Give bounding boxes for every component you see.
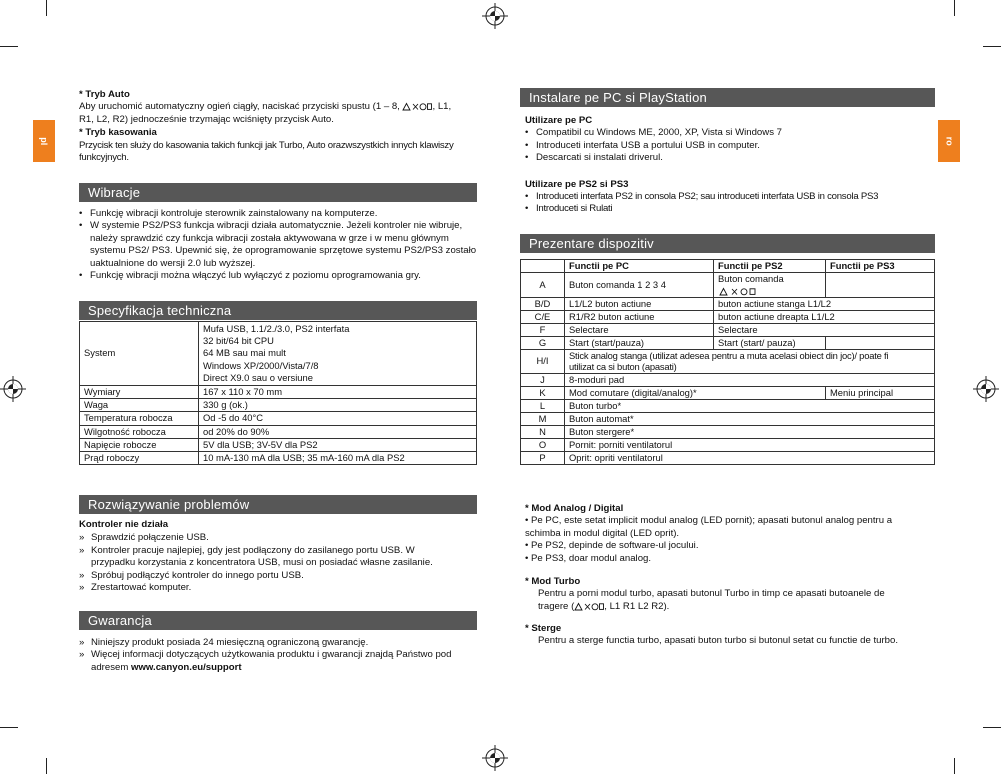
registration-mark-icon (0, 376, 26, 402)
button-shapes-icon (402, 102, 432, 111)
tryb-auto-text: Aby uruchomić automatyczny ogień ciągły, naciskać przyciski spustu (1 – 8, , L1, (79, 101, 452, 113)
spec-label: Temperatura robocza (80, 412, 199, 425)
table-row: N Buton stergere* (521, 426, 935, 439)
pc-title: Utilizare pe PC (525, 115, 593, 126)
crop-mark (0, 46, 18, 47)
crop-mark (46, 758, 47, 774)
table-row (521, 260, 935, 273)
problemy-subtitle: Kontroler nie działa (79, 519, 169, 530)
table-row: H/I Stick analog stanga (utilizat adesea pentru a muta acelasi obiect din joc)/ poate fi utilizat ca si buton (apasati) (521, 349, 935, 374)
prezentare-table (520, 259, 935, 465)
list-item: • Introduceti interfata PS2 in consola PS2; sau introduceti interfata USB in consola PS3 (525, 191, 879, 203)
spec-label: Prąd roboczy (80, 452, 199, 465)
table-row (80, 386, 477, 399)
registration-mark-icon (973, 376, 999, 402)
tryb-kasowania-line2: funkcyjnych. (79, 152, 129, 164)
table-row: M Buton automat* (521, 413, 935, 426)
gwarancja-heading: Gwarancja (79, 611, 477, 630)
spec-value: od 20% do 90% (199, 425, 477, 438)
column-header: Functii pe PC (565, 260, 714, 273)
tryb-kasowania-line1: Przycisk ten służy do kasowania takich funkcji jak Turbo, Auto orazwszystkich innych klawiszy (79, 139, 454, 151)
specyfikacja-heading: Specyfikacja techniczna (79, 301, 477, 320)
spec-label: Wilgotność robocza (80, 425, 199, 438)
tryb-kasowania-title: * Tryb kasowania (79, 127, 157, 139)
crop-mark (954, 758, 955, 774)
list-item: • Funkcję wibracji można włączyć lub wyłączyć z poziomu oprogramowania gry. (79, 270, 421, 282)
instalare-section (525, 115, 935, 216)
gwarancja-list (79, 637, 479, 674)
list-item: • Descarcati si instalati driverul. (525, 152, 663, 164)
table-row: J 8-moduri pad (521, 374, 935, 387)
table-row (80, 452, 477, 465)
table-row: A Buton comanda 1 2 3 4 Buton comanda (521, 273, 935, 298)
list-item: • Introduceti si Rulati (525, 203, 613, 215)
spec-label: Wymiary (80, 386, 199, 399)
list-item: » Więcej informacji dotyczących użytkowania produktu i gwarancji znajdą Państwo pod adresem www.canyon.eu/support (79, 649, 452, 673)
pc-list (525, 127, 935, 164)
list-item: • W systemie PS2/PS3 funkcja wibracji działa automatycznie. Jeżeli kontroler nie wibruje, należy sprawdzić czy funkcja wibracji została aktywowana w grze i w menu głównym systemu PS2/ PS3. Upewnić się, że oprogramowanie sprzętowe systemu PS2/PS3 zostało uaktualnione do wersji 2.0 lub wyższej. (79, 220, 477, 269)
list-item: » Spróbuj podłączyć kontroler do innego portu USB. (79, 569, 304, 581)
list-item: • Funkcję wibracji kontroluje sterownik zainstalowany na komputerze. (79, 208, 378, 219)
spec-label: Napięcie robocze (80, 438, 199, 451)
table-row: L Buton turbo* (521, 400, 935, 413)
table-row (80, 412, 477, 425)
mod-analog-title: * Mod Analog / Digital (525, 503, 624, 514)
tryb-auto-text-2: R1, L2, R2) jednocześnie trzymając wciśnięty przycisk Auto. (79, 113, 334, 125)
tryb-auto-section (79, 89, 479, 164)
support-link[interactable]: www.canyon.eu/support (131, 661, 242, 673)
language-tab-pl: pl (33, 120, 55, 162)
column-header: Functii pe PS3 (826, 260, 935, 273)
spec-value: 5V dla USB; 3V-5V dla PS2 (199, 438, 477, 451)
table-row (80, 425, 477, 438)
registration-mark-icon (482, 3, 508, 29)
list-item: » Zrestartować komputer. (79, 582, 192, 594)
spec-table (79, 321, 477, 465)
list-item: • Introduceti interfata USB a portului USB in computer. (525, 139, 760, 151)
ps-title: Utilizare pe PS2 si PS3 (525, 178, 629, 190)
crop-mark (0, 727, 18, 728)
registration-mark-icon (482, 745, 508, 771)
sterge-section: * Sterge Pentru a sterge functia turbo, apasati buton turbo si butonul setat cu functie de turbo. (525, 623, 935, 648)
table-row: B/D L1/L2 buton actiune buton actiune stanga L1/L2 (521, 297, 935, 310)
table-row: O Pornit: porniti ventilatorul (521, 439, 935, 452)
language-tab-ro: ro (938, 120, 960, 162)
table-row: F Selectare Selectare (521, 323, 935, 336)
mod-turbo-title: * Mod Turbo (525, 576, 581, 587)
spec-label: System (80, 322, 199, 386)
sterge-title: * Sterge (525, 623, 562, 634)
button-shapes-icon (718, 287, 760, 296)
mod-analog-section: * Mod Analog / Digital • Pe PC, este setat implicit modul analog (LED pornit); apasati butonul analog pentru a schimba in modul digital (LED oprit). • Pe PS2, depinde de software-ul jocului. • Pe PS3, doar modul analog. (525, 503, 935, 565)
table-row (80, 322, 477, 386)
prezentare-heading: Prezentare dispozitiv (520, 234, 935, 253)
wibracje-list (79, 208, 479, 282)
spec-value: 10 mA-130 mA dla USB; 35 mA-160 mA dla PS2 (199, 452, 477, 465)
list-item: • Compatibil cu Windows ME, 2000, XP, Vista si Windows 7 (525, 127, 782, 139)
crop-mark (954, 0, 955, 16)
table-row (80, 438, 477, 451)
table-row: G Start (start/pauza) Start (start/ pauza) (521, 336, 935, 349)
spec-value: Mufa USB, 1.1/2./3.0, PS2 interfata 32 bit/64 bit CPU 64 MB sau mai mult Windows XP/2000/Vista/7/8 Direct X9.0 sau o versiune (199, 322, 477, 386)
tryb-auto-title: * Tryb Auto (79, 89, 130, 100)
table-row: C/E R1/R2 buton actiune buton actiune dreapta L1/L2 (521, 310, 935, 323)
ps-list (525, 191, 935, 216)
table-row: P Oprit: opriti ventilatorul (521, 452, 935, 465)
problemy-list (79, 532, 479, 594)
mod-turbo-section: * Mod Turbo Pentru a porni modul turbo, apasati butonul Turbo in timp ce apasati butoanele de tragere ( , L1 R1 L2 R2). (525, 576, 935, 613)
list-item: » Kontroler pracuje najlepiej, gdy jest podłączony do zasilanego portu USB. W przypadku korzystania z koncentratora USB, musi on posiadać własne zasilanie. (79, 544, 433, 569)
button-shapes-icon (574, 602, 604, 611)
problemy-section (79, 519, 479, 594)
wibracje-heading: Wibracje (79, 183, 477, 202)
list-item: » Niniejszy produkt posiada 24 miesięczną ograniczoną gwarancję. (79, 637, 369, 648)
column-header: Functii pe PS2 (714, 260, 826, 273)
instalare-heading: Instalare pe PC si PlayStation (520, 88, 935, 107)
crop-mark (46, 0, 47, 16)
spec-value: 167 x 110 x 70 mm (199, 386, 477, 399)
list-item: » Sprawdzić połączenie USB. (79, 532, 209, 544)
table-row: K Mod comutare (digital/analog)* Meniu principal (521, 387, 935, 400)
spec-value: 330 g (ok.) (199, 399, 477, 412)
crop-mark (983, 727, 1001, 728)
rozwiazywanie-heading: Rozwiązywanie problemów (79, 495, 477, 514)
crop-mark (983, 46, 1001, 47)
spec-label: Waga (80, 399, 199, 412)
table-row (80, 399, 477, 412)
spec-value: Od -5 do 40°C (199, 412, 477, 425)
